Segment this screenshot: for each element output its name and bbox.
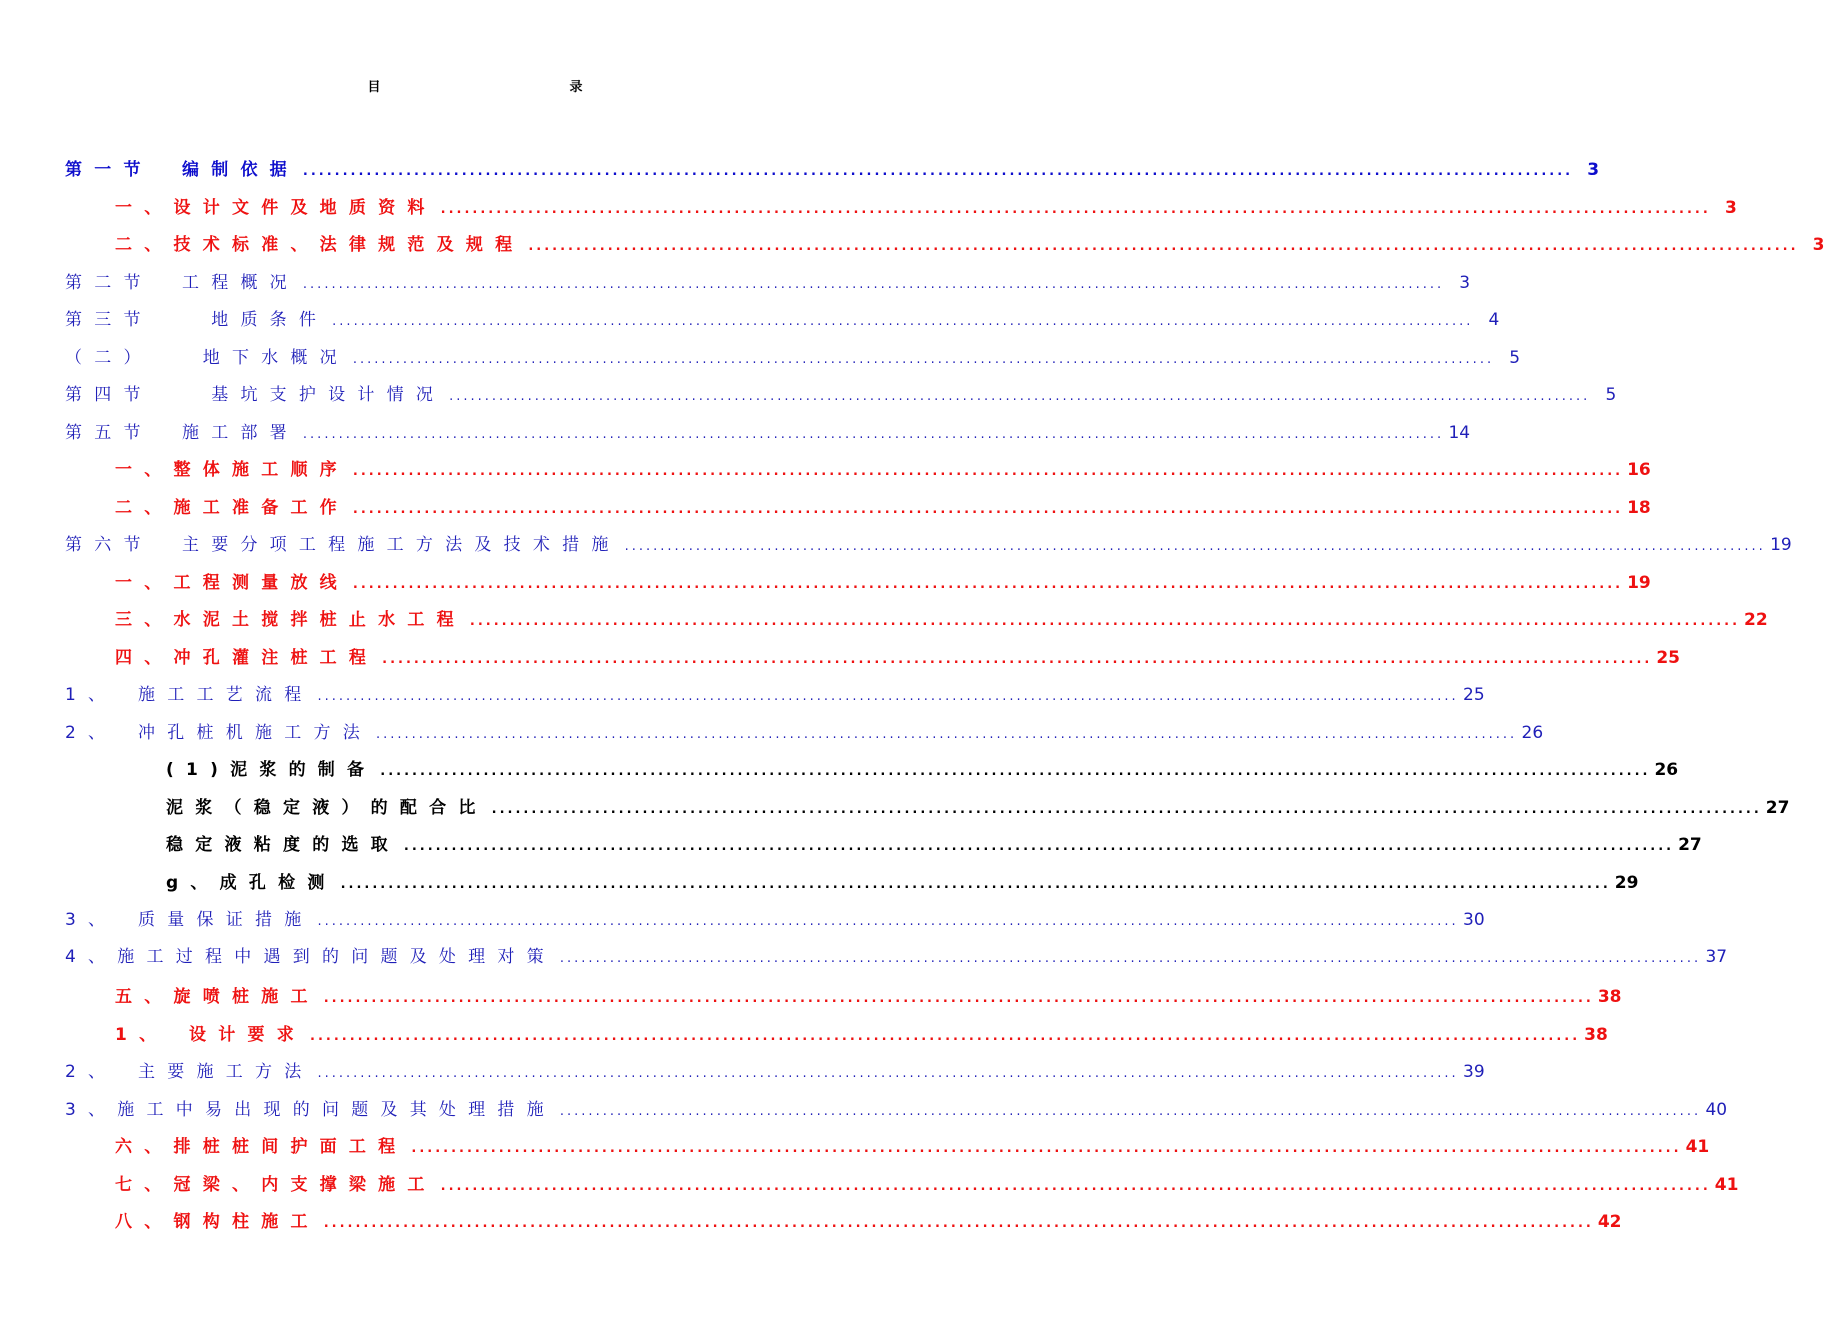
toc-entry[interactable] [65,383,1617,407]
toc-entry-page: 40 [1705,1100,1728,1120]
toc-entry-page: 3 [1724,198,1737,218]
toc-entry[interactable] [166,796,1790,820]
page-title: 目 录 [367,80,671,95]
toc-entry-label: 稳定液粘度的选取 [166,835,400,855]
toc-entry-page: 26 [1521,723,1544,743]
dot-leader: ................................................................................................................................................................ [528,239,1799,254]
dot-leader: ................................................................................................................................................................ [559,951,1702,966]
toc-entry-label: 第四节 基坑支护设计情况 [65,385,446,405]
toc-entry[interactable] [166,833,1702,857]
toc-entry-page: 38 [1584,1025,1608,1045]
dot-leader: ................................................................................................................................................................ [340,877,1611,892]
dot-leader: ................................................................................................................................................................ [469,614,1741,629]
toc-entry[interactable] [65,683,1485,707]
toc-entry-page: 18 [1627,498,1651,518]
toc-entry-label: 四、冲孔灌注桩工程 [115,648,379,668]
toc-entry-label: 第五节 施工部署 [65,423,299,443]
toc-entry-label: 第一节 编制依据 [65,160,299,180]
toc-entry-page: 29 [1614,873,1639,893]
toc-entry-label: 泥浆（稳定液）的配合比 [166,798,488,818]
dot-leader: ................................................................................................................................................................ [352,464,1624,479]
toc-entry-label: 二、技术标准、法律规范及规程 [115,235,525,255]
toc-entry-label: 1、 设计要求 [115,1025,307,1045]
toc-entry-page: 14 [1448,423,1471,443]
toc-entry-label: 第六节 主要分项工程施工方法及技术措施 [65,535,621,555]
dot-leader: ................................................................................................................................................................ [411,1141,1682,1156]
toc-entry-page: 39 [1463,1062,1485,1082]
toc-entry-label: 八、钢构柱施工 [115,1212,320,1232]
toc-entry[interactable] [115,233,1825,257]
toc-entry-label: （二） 地下水概况 [65,348,349,368]
toc-entry[interactable] [115,1173,1739,1197]
toc-entry-label: 三、水泥土搅拌桩止水工程 [115,610,466,630]
toc-entry[interactable] [166,871,1639,895]
toc-entry-page: 16 [1627,460,1651,480]
toc-entry-label: 二、施工准备工作 [115,498,349,518]
toc-entry-page: 3 [1812,235,1825,255]
dot-leader: ................................................................................................................................................................ [449,389,1591,404]
toc-entry-label: 2、 冲孔桩机施工方法 [65,723,372,743]
toc-entry[interactable] [65,308,1500,332]
toc-entry[interactable] [65,271,1471,295]
toc-entry-page: 25 [1463,685,1485,705]
toc-entry[interactable] [115,196,1737,220]
toc-entry[interactable] [65,945,1728,969]
toc-entry-page: 3 [1459,273,1471,293]
dot-leader: ................................................................................................................................................................ [403,839,1675,854]
toc-entry[interactable] [166,758,1679,782]
toc-entry-label: 第三节 地质条件 [65,310,329,330]
dot-leader: ................................................................................................................................................................ [323,991,1594,1006]
toc-entry[interactable] [65,421,1471,445]
toc-entry-page: 19 [1627,573,1651,593]
toc-entry[interactable] [115,1023,1608,1047]
toc-entry[interactable] [65,158,1600,182]
dot-leader: ................................................................................................................................................................ [323,1216,1594,1231]
dot-leader: ................................................................................................................................................................ [491,802,1762,817]
toc-entry-label: g、成孔检测 [166,873,337,893]
toc-entry[interactable] [65,533,1792,557]
toc-entry-page: 4 [1488,310,1500,330]
dot-leader: ................................................................................................................................................................ [332,314,1474,329]
dot-leader: ................................................................................................................................................................ [317,1066,1459,1081]
dot-leader: ................................................................................................................................................................ [352,352,1495,367]
toc-entry-page: 41 [1714,1175,1739,1195]
dot-leader: ................................................................................................................................................................ [440,1179,1711,1194]
toc-entry-page: 27 [1678,835,1702,855]
toc-entry[interactable] [65,346,1521,370]
dot-leader: ................................................................................................................................................................ [302,164,1574,179]
toc-entry-page: 22 [1744,610,1768,630]
toc-entry-page: 3 [1587,160,1600,180]
toc-entry-page: 41 [1685,1137,1710,1157]
toc-entry[interactable] [115,985,1622,1009]
toc-entry-page: 5 [1605,385,1617,405]
toc-entry[interactable] [115,458,1651,482]
dot-leader: ................................................................................................................................................................ [302,277,1445,292]
toc-entry-label: 七、冠梁、内支撑梁施工 [115,1175,437,1195]
toc-entry-page: 38 [1597,987,1622,1007]
toc-entry[interactable] [115,646,1680,670]
toc-entry-label: 3、施工中易出现的问题及其处理措施 [65,1100,556,1120]
toc-entry[interactable] [115,1210,1622,1234]
toc-entry[interactable] [115,1135,1710,1159]
toc-entry-label: 第二节 工程概况 [65,273,299,293]
dot-leader: ................................................................................................................................................................ [352,502,1624,517]
toc-entry-page: 5 [1509,348,1521,368]
toc-entry-page: 30 [1463,910,1485,930]
dot-leader: ................................................................................................................................................................ [352,577,1624,592]
toc-entry[interactable] [115,571,1651,595]
toc-entry-page: 19 [1770,535,1792,555]
toc-entry-page: 25 [1656,648,1680,668]
dot-leader: ................................................................................................................................................................ [302,427,1445,442]
toc-entry-label: (1)泥浆的制备 [166,760,377,780]
toc-entry-label: 一、整体施工顺序 [115,460,349,480]
dot-leader: ................................................................................................................................................................ [382,652,1653,667]
toc-entry[interactable] [65,908,1485,932]
toc-entry-page: 27 [1765,798,1790,818]
toc-entry-label: 一、设计文件及地质资料 [115,198,437,218]
toc-entry[interactable] [65,721,1544,745]
toc-entry-label: 4、施工过程中遇到的问题及处理对策 [65,947,556,967]
toc-entry-label: 1、 施工工艺流程 [65,685,314,705]
toc-entry[interactable] [65,1098,1728,1122]
dot-leader: ................................................................................................................................................................ [624,539,1766,554]
toc-entry-label: 3、 质量保证措施 [65,910,314,930]
toc-entry-page: 26 [1654,760,1679,780]
dot-leader: ................................................................................................................................................................ [310,1029,1581,1044]
toc-entry-label: 五、旋喷桩施工 [115,987,320,1007]
toc-entry-label: 六、排桩桩间护面工程 [115,1137,408,1157]
dot-leader: ................................................................................................................................................................ [380,764,1651,779]
dot-leader: ................................................................................................................................................................ [375,727,1518,742]
dot-leader: ................................................................................................................................................................ [317,914,1459,929]
toc-entry[interactable] [115,608,1768,632]
dot-leader: ................................................................................................................................................................ [559,1104,1702,1119]
toc-entry-label: 2、 主要施工方法 [65,1062,314,1082]
toc-entry-page: 37 [1705,947,1728,967]
dot-leader: ................................................................................................................................................................ [317,689,1459,704]
toc-entry-page: 42 [1597,1212,1622,1232]
toc-entry-label: 一、工程测量放线 [115,573,349,593]
dot-leader: ................................................................................................................................................................ [440,202,1711,217]
toc-entry[interactable] [115,496,1651,520]
toc-entry[interactable] [65,1060,1485,1084]
